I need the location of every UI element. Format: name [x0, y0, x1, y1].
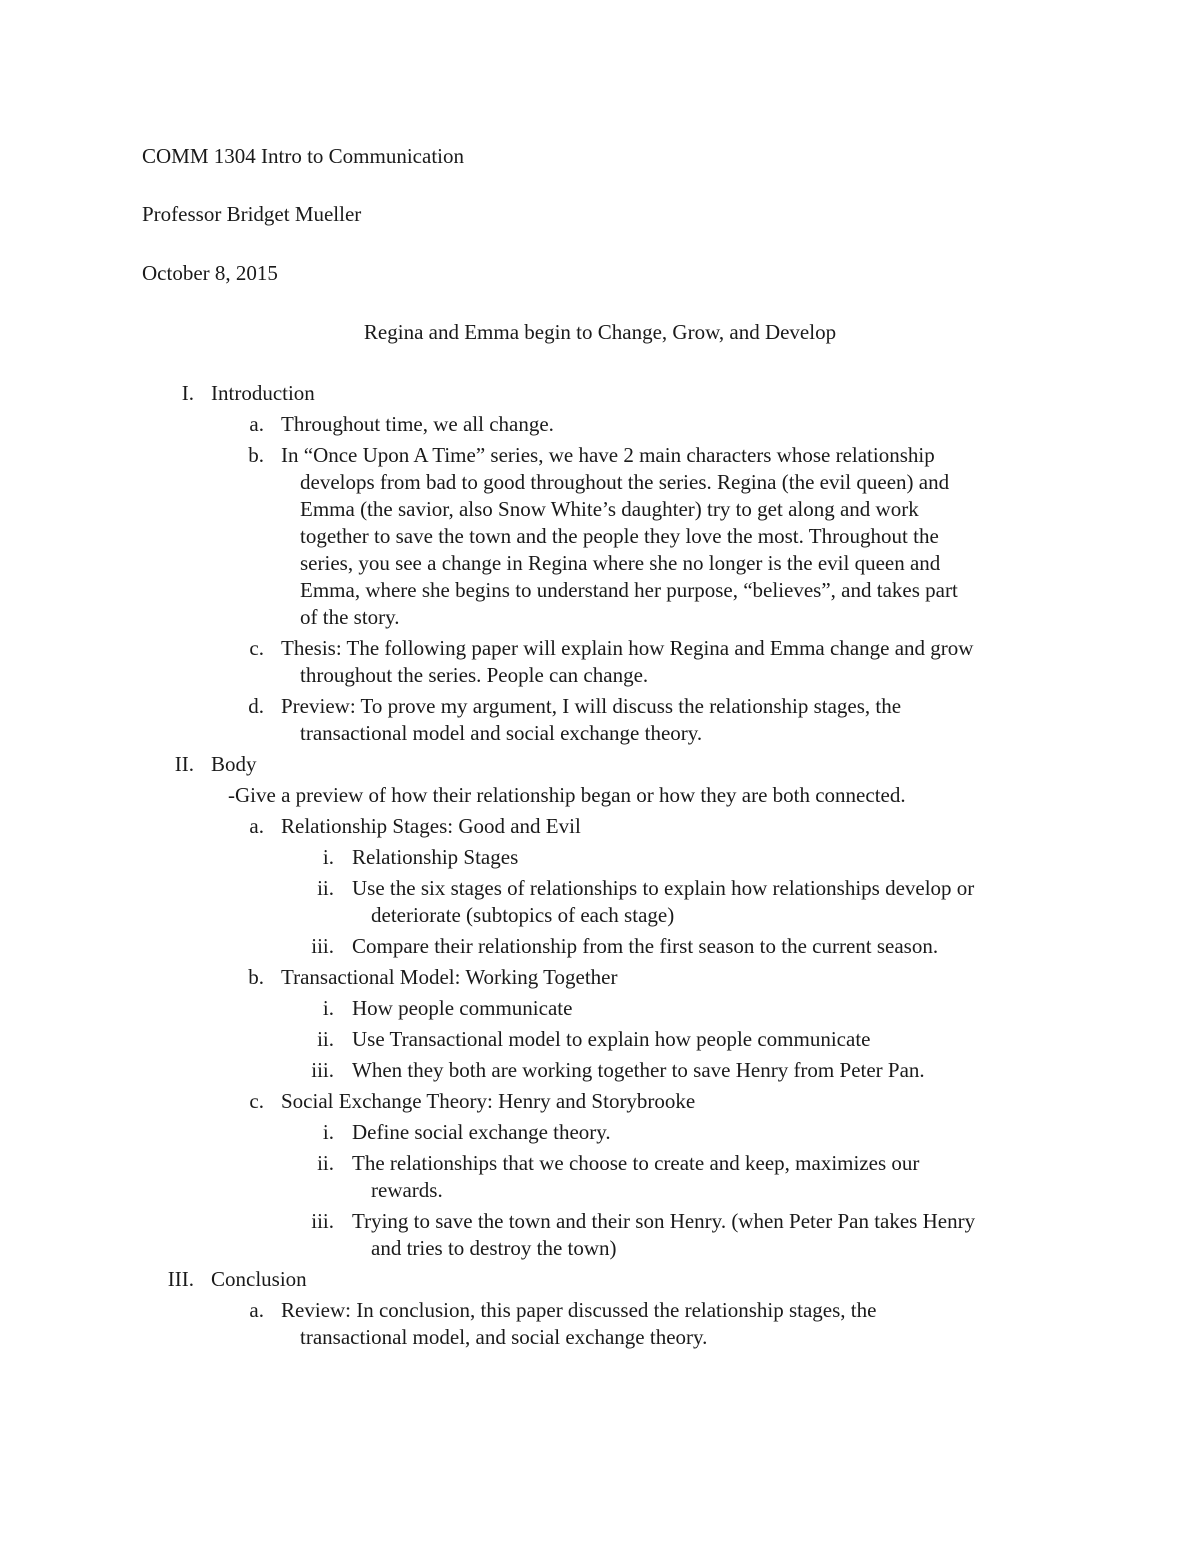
outline-marker: II. — [174, 752, 194, 776]
outline-marker: c. — [249, 636, 264, 660]
outline-marker: I. — [181, 381, 194, 405]
outline-heading: Conclusion — [211, 1267, 307, 1291]
text-line: Use Transactional model to explain how people communicate — [352, 1027, 871, 1051]
outline-text — [352, 875, 1072, 929]
text-line: How people communicate — [352, 996, 573, 1020]
outline-item-conclusion — [0, 1266, 1200, 1293]
outline-text — [352, 1208, 1072, 1262]
outline-text — [281, 1297, 1071, 1351]
outline-item — [0, 411, 1200, 438]
outline-text — [352, 844, 1072, 871]
text-line: develops from bad to good throughout the series. Regina (the evil queen) and — [300, 470, 950, 494]
outline-text — [352, 995, 1072, 1022]
professor-line: Professor Bridget Mueller — [142, 202, 362, 226]
outline-marker: i. — [322, 845, 334, 869]
outline-subitem — [0, 1119, 1200, 1146]
outline-subitem — [0, 875, 1200, 929]
text-line: Thesis: The following paper will explain how Regina and Emma change and grow — [281, 636, 974, 660]
outline-subitem — [0, 1208, 1200, 1262]
outline-text — [281, 442, 1071, 631]
outline-text — [281, 411, 1071, 438]
text-line: series, you see a change in Regina where she no longer is the evil queen and — [300, 551, 941, 575]
text-line: The relationships that we choose to create and keep, maximizes our — [352, 1151, 920, 1175]
outline-item — [0, 635, 1200, 689]
outline-text — [352, 1057, 1072, 1084]
text-line: Preview: To prove my argument, I will discuss the relationship stages, the — [281, 694, 902, 718]
outline-marker: a. — [249, 1298, 264, 1322]
text-line: Define social exchange theory. — [352, 1120, 611, 1144]
outline-marker: iii. — [311, 1209, 334, 1233]
outline-item-body — [0, 751, 1200, 778]
outline-marker: i. — [322, 996, 334, 1020]
outline-subitem — [0, 1150, 1200, 1204]
outline-subitem — [0, 1026, 1200, 1053]
outline-text — [352, 1119, 1072, 1146]
outline-marker: ii. — [317, 1151, 334, 1175]
text-line: throughout the series. People can change. — [300, 663, 649, 687]
outline-note: -Give a preview of how their relationship began or how they are both connected. — [228, 783, 906, 807]
outline-item — [0, 813, 1200, 840]
outline-marker: b. — [248, 965, 264, 989]
outline-subitem — [0, 995, 1200, 1022]
text-line: When they both are working together to save Henry from Peter Pan. — [352, 1058, 925, 1082]
text-line: In “Once Upon A Time” series, we have 2 main characters whose relationship — [281, 443, 935, 467]
outline-subitem — [0, 1057, 1200, 1084]
text-line: Emma, where she begins to understand her purpose, “believes”, and takes part — [300, 578, 958, 602]
outline-item — [0, 964, 1200, 991]
text-line: Relationship Stages — [352, 845, 519, 869]
outline-heading: Body — [211, 752, 257, 776]
outline-marker: a. — [249, 814, 264, 838]
outline-item-introduction — [0, 380, 1200, 407]
date-line: October 8, 2015 — [142, 261, 278, 285]
text-line: transactional model and social exchange theory. — [300, 721, 703, 745]
outline-text — [281, 635, 1071, 689]
outline-item — [0, 442, 1200, 631]
text-line: Throughout time, we all change. — [281, 412, 554, 436]
outline-text: Relationship Stages: Good and Evil — [281, 814, 581, 838]
text-line: Emma (the savior, also Snow White’s daughter) try to get along and work — [300, 497, 919, 521]
text-line: of the story. — [300, 605, 400, 629]
outline-marker: III. — [167, 1267, 194, 1291]
text-line: Use the six stages of relationships to explain how relationships develop or — [352, 876, 975, 900]
text-line: Review: In conclusion, this paper discussed the relationship stages, the — [281, 1298, 877, 1322]
text-line: Trying to save the town and their son Henry. (when Peter Pan takes Henry — [352, 1209, 976, 1233]
outline-marker: d. — [248, 694, 264, 718]
page-title: Regina and Emma begin to Change, Grow, and Develop — [363, 320, 837, 344]
text-line: Compare their relationship from the first season to the current season. — [352, 934, 939, 958]
outline-text — [281, 693, 1071, 747]
outline-text: Social Exchange Theory: Henry and Storybrooke — [281, 1089, 696, 1113]
outline-heading: Introduction — [211, 381, 315, 405]
outline-marker: c. — [249, 1089, 264, 1113]
outline-marker: ii. — [317, 1027, 334, 1051]
outline-text: Transactional Model: Working Together — [281, 965, 618, 989]
outline-subitem — [0, 844, 1200, 871]
outline-marker: a. — [249, 412, 264, 436]
outline-item — [0, 693, 1200, 747]
outline-marker: iii. — [311, 1058, 334, 1082]
outline-marker: ii. — [317, 876, 334, 900]
outline-marker: i. — [322, 1120, 334, 1144]
outline — [0, 376, 1200, 1351]
outline-marker: b. — [248, 443, 264, 467]
outline-item — [0, 1297, 1200, 1351]
text-line: together to save the town and the people they love the most. Throughout the — [300, 524, 939, 548]
text-line: rewards. — [371, 1178, 443, 1202]
course-line: COMM 1304 Intro to Communication — [142, 144, 464, 168]
outline-text — [352, 1150, 1072, 1204]
outline-marker: iii. — [311, 934, 334, 958]
outline-text — [352, 1026, 1072, 1053]
text-line: deteriorate (subtopics of each stage) — [371, 903, 675, 927]
outline-text — [352, 933, 1072, 960]
outline-subitem — [0, 933, 1200, 960]
text-line: transactional model, and social exchange theory. — [300, 1325, 708, 1349]
outline-item — [0, 1088, 1200, 1115]
text-line: and tries to destroy the town) — [371, 1236, 617, 1260]
